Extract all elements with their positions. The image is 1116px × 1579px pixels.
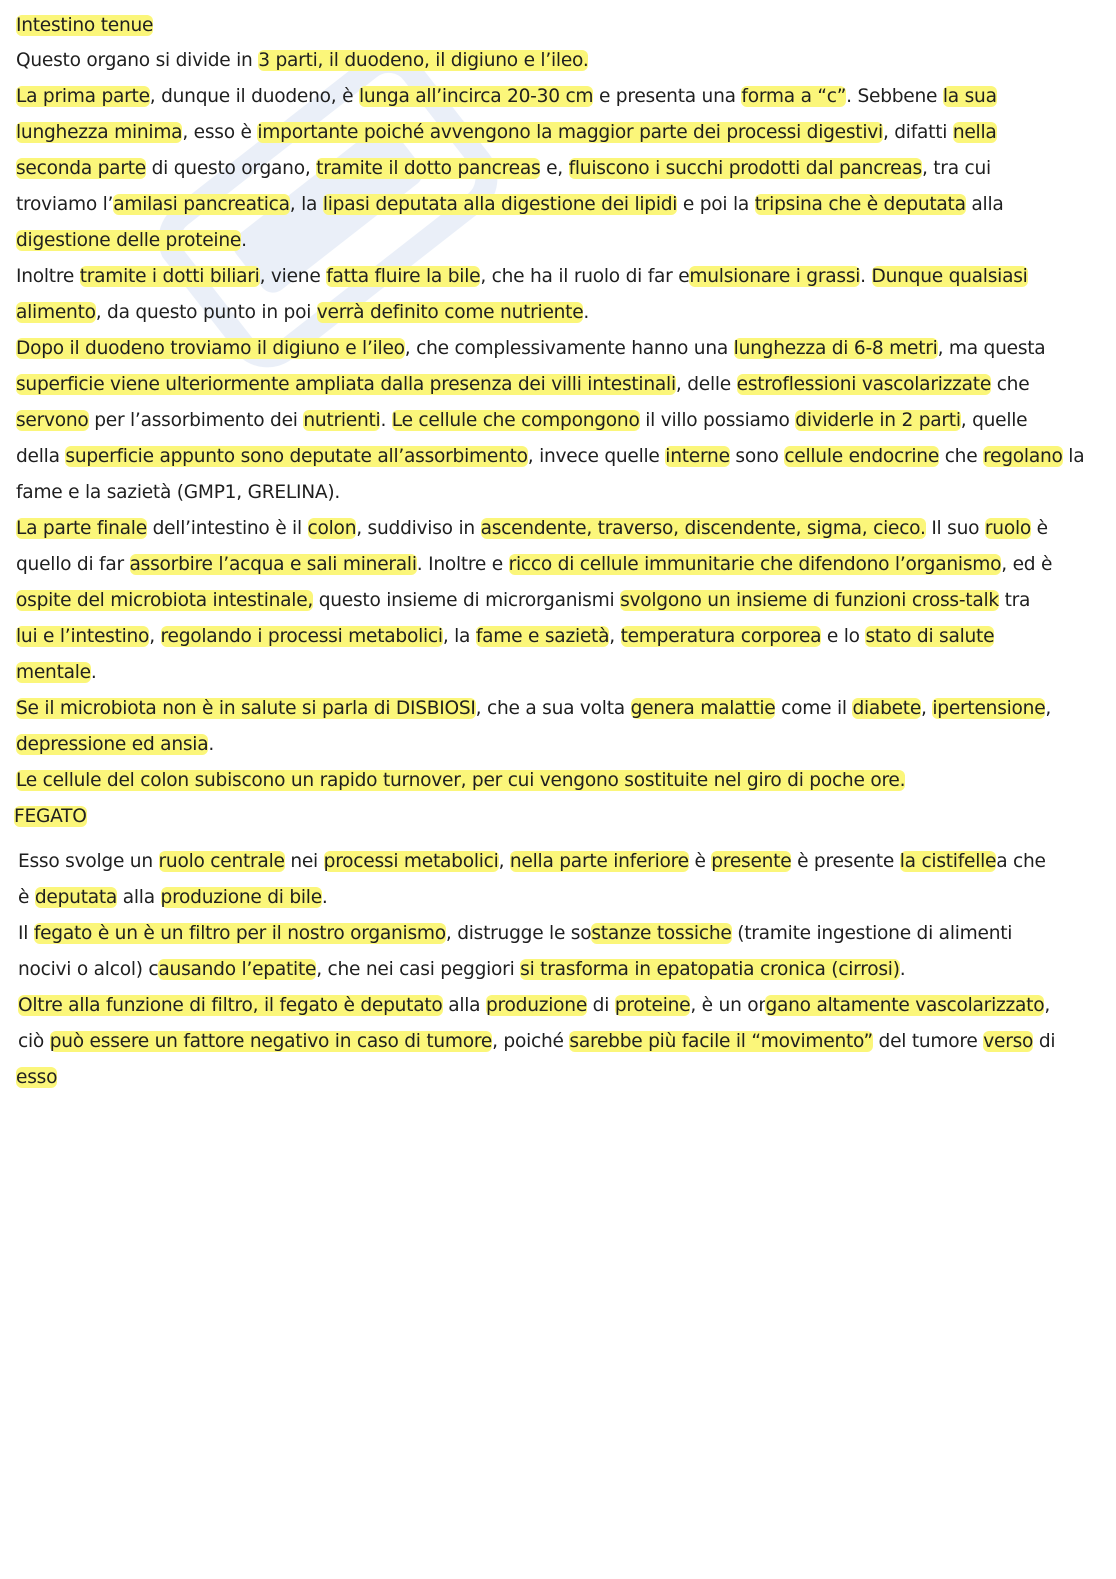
highlighted-text: Dunque qualsiasi [871, 266, 1028, 287]
text-segment: fame e la sazietà (GMP1, GRELINA). [16, 482, 341, 503]
text-segment: la [1062, 446, 1085, 467]
text-segment: , [498, 851, 510, 872]
text-line [18, 849, 1046, 875]
text-segment: , che a sua volta [475, 698, 631, 719]
highlighted-text: ausando l’epatite [158, 959, 317, 980]
highlighted-text: servono [16, 410, 89, 431]
highlighted-text: depressione ed ansia [16, 734, 209, 755]
text-segment: e lo [821, 626, 866, 647]
highlighted-text: nella parte inferiore [509, 851, 689, 872]
highlighted-text: seconda parte [16, 158, 146, 179]
text-segment: ciò [18, 1031, 50, 1052]
highlighted-text: regolando i processi metabolici [160, 626, 443, 647]
text-segment: tra [998, 590, 1031, 611]
highlighted-text: importante poiché avvengono la maggior parte dei processi digestivi [257, 122, 883, 143]
text-line [16, 696, 1051, 722]
text-line [16, 120, 997, 146]
text-segment: è presente [791, 851, 900, 872]
highlighted-text: Le cellule che compongono [391, 410, 640, 431]
highlighted-text: interne [665, 446, 730, 467]
text-segment: , viene [259, 266, 327, 287]
highlighted-text: FEGATO [14, 806, 87, 827]
text-line [16, 264, 1028, 290]
text-line [16, 48, 588, 74]
highlighted-text: produzione di bile [160, 887, 322, 908]
text-segment: Il [18, 923, 34, 944]
text-line [16, 300, 589, 326]
highlighted-text: nutrienti [303, 410, 381, 431]
text-segment: dell’intestino è il [146, 518, 308, 539]
highlighted-text: esso [16, 1067, 58, 1088]
text-segment: , ma questa [937, 338, 1046, 359]
text-segment: e poi la [677, 194, 755, 215]
highlighted-text: proteine [614, 995, 691, 1016]
text-segment: , [609, 626, 621, 647]
highlighted-text: lipasi deputata alla digestione dei lipidi [322, 194, 678, 215]
highlighted-text: fegato è un è un filtro per il nostro organismo [33, 923, 446, 944]
highlighted-text: sarebbe più facile il “movimento” [569, 1031, 873, 1052]
text-segment: , invece quelle [527, 446, 666, 467]
highlighted-text: lui e l’intestino [16, 626, 150, 647]
highlighted-text: ruolo [984, 518, 1031, 539]
highlighted-text: assorbire l’acqua e sali minerali [129, 554, 417, 575]
highlighted-text: mulsionare i grassi [689, 266, 861, 287]
highlighted-text: fluiscono i succhi prodotti dal pancreas [568, 158, 922, 179]
highlighted-text: 3 parti, il duodeno, il digiuno e l’ileo. [258, 50, 589, 71]
text-segment: Questo organo si divide in [16, 50, 259, 71]
text-segment: . [860, 266, 872, 287]
highlighted-text: digestione delle proteine [16, 230, 242, 251]
highlighted-text: diabete [852, 698, 922, 719]
highlighted-text: mentale [16, 662, 91, 683]
text-line [16, 336, 1045, 362]
text-segment: , quelle [960, 410, 1028, 431]
text-segment: Esso svolge un [18, 851, 159, 872]
highlighted-text: gano altamente vascolarizzato [765, 995, 1045, 1016]
text-line [16, 624, 994, 650]
highlighted-text: Se il microbiota non è in salute si parla di DISBIOSI [16, 698, 476, 719]
highlighted-text: La parte finale [16, 518, 147, 539]
highlighted-text: fame e sazietà [475, 626, 610, 647]
text-segment: sono [729, 446, 785, 467]
text-segment: di questo organo, [145, 158, 317, 179]
text-segment: alla [117, 887, 161, 908]
highlighted-text: Le cellule del colon subiscono un rapido turnover, per cui vengono sostituite nel giro di poche ore. [16, 770, 906, 791]
text-segment: a che [996, 851, 1046, 872]
highlighted-text: lunghezza di 6-8 metri [733, 338, 938, 359]
highlighted-text: svolgono un insieme di funzioni cross-talk [620, 590, 999, 611]
text-segment: , è un or [690, 995, 766, 1016]
text-segment: , da questo punto in poi [95, 302, 317, 323]
text-line [16, 192, 1004, 218]
highlighted-text: La prima parte [16, 86, 150, 107]
highlighted-text: alimento [16, 302, 96, 323]
text-line [18, 957, 905, 983]
text-segment: come il [775, 698, 853, 719]
highlighted-text: colon [307, 518, 357, 539]
text-segment: che [939, 446, 984, 467]
highlighted-text: ricco di cellule immunitarie che difendono l’organismo [508, 554, 1002, 575]
text-segment: quello di far [16, 554, 130, 575]
highlighted-text: regolano [983, 446, 1063, 467]
text-segment: il villo possiamo [639, 410, 796, 431]
text-segment: nei [284, 851, 324, 872]
highlighted-text: superficie appunto sono deputate all’assorbimento [65, 446, 528, 467]
highlighted-text: amilasi pancreatica [113, 194, 290, 215]
text-line [16, 660, 97, 686]
text-segment: , tra cui [921, 158, 991, 179]
highlighted-text: deputata [34, 887, 118, 908]
text-segment: per l’assorbimento dei [88, 410, 304, 431]
highlighted-text: presente [711, 851, 792, 872]
highlighted-text: dividerle in 2 parti [795, 410, 961, 431]
highlighted-text: la sua [942, 86, 997, 107]
text-segment: , la [289, 194, 323, 215]
text-segment: , [1045, 698, 1052, 719]
text-segment: , che complessivamente hanno una [404, 338, 734, 359]
highlighted-text: produzione [485, 995, 588, 1016]
text-segment: di [1033, 1031, 1056, 1052]
highlighted-text: Dopo il duodeno troviamo il digiuno e l’ileo [16, 338, 405, 359]
highlighted-text: forma a “c” [741, 86, 847, 107]
text-segment: del tumore [872, 1031, 984, 1052]
text-segment: è [18, 887, 35, 908]
highlighted-text: Oltre alla funzione di filtro, il fegato è deputato [18, 995, 443, 1016]
highlighted-text: estroflessioni vascolarizzate [736, 374, 992, 395]
text-segment: Inoltre [16, 266, 80, 287]
highlighted-text: nella [952, 122, 997, 143]
text-line [16, 552, 1052, 578]
text-line [16, 372, 1029, 398]
highlighted-text: può essere un fattore negativo in caso di tumore [49, 1031, 493, 1052]
text-segment: alla [442, 995, 486, 1016]
highlighted-text: tramite i dotti biliari [79, 266, 260, 287]
highlighted-text: si trasforma in epatopatia cronica (cirrosi) [520, 959, 900, 980]
text-segment: , che ha il ruolo di far e [480, 266, 690, 287]
text-line [16, 228, 247, 254]
text-line [16, 408, 1027, 434]
text-segment: di [587, 995, 615, 1016]
text-line [16, 588, 1030, 614]
text-line [16, 444, 1084, 470]
text-segment: . [899, 959, 906, 980]
text-segment: troviamo l’ [16, 194, 114, 215]
text-segment: è [688, 851, 712, 872]
text-segment: alla [965, 194, 1004, 215]
highlighted-text: tripsina che è deputata [754, 194, 966, 215]
text-line [16, 480, 340, 506]
text-segment: è [1031, 518, 1048, 539]
text-segment: , [1044, 995, 1050, 1016]
text-segment: , poiché [492, 1031, 570, 1052]
text-segment: , difatti [882, 122, 953, 143]
text-line [16, 84, 997, 110]
text-line [16, 156, 991, 182]
text-segment: . [583, 302, 590, 323]
highlighted-text: lunghezza minima [16, 122, 183, 143]
text-segment: , delle [675, 374, 737, 395]
highlighted-text: lunga all’incirca 20-30 cm [358, 86, 594, 107]
highlighted-text: tramite il dotto pancreas [316, 158, 541, 179]
text-line [18, 993, 1050, 1019]
text-segment: (tramite ingestione di alimenti [731, 923, 1013, 944]
highlighted-text: genera malattie [630, 698, 776, 719]
text-segment: , la [442, 626, 476, 647]
text-segment: , suddiviso in [356, 518, 481, 539]
text-segment: . [380, 410, 392, 431]
highlighted-text: stanze tossiche [591, 923, 732, 944]
text-line [16, 1065, 57, 1091]
text-segment: . [241, 230, 247, 251]
text-segment: , dunque il duodeno, è [149, 86, 359, 107]
highlighted-text: Intestino tenue [16, 15, 154, 36]
text-segment: , distrugge le so [445, 923, 592, 944]
text-segment: che [991, 374, 1030, 395]
highlighted-text: fatta fluire la bile [326, 266, 481, 287]
text-line [16, 732, 214, 758]
highlighted-text: verso [983, 1031, 1034, 1052]
text-line [16, 768, 905, 794]
text-segment: . [208, 734, 215, 755]
text-segment: . [90, 662, 97, 683]
text-segment: , ed è [1001, 554, 1053, 575]
text-line [18, 1029, 1055, 1055]
highlighted-text: ruolo centrale [158, 851, 285, 872]
highlighted-text: ospite del microbiota intestinale, [16, 590, 314, 611]
text-line [16, 516, 1048, 542]
highlighted-text: la cistifelle [899, 851, 997, 872]
text-segment: questo insieme di microrganismi [313, 590, 621, 611]
highlighted-text: superficie viene ulteriormente ampliata dalla presenza dei villi intestinali [16, 374, 676, 395]
text-segment: e presenta una [593, 86, 742, 107]
highlighted-text: temperatura corporea [620, 626, 822, 647]
text-segment: . [321, 887, 328, 908]
text-segment: . Inoltre e [416, 554, 509, 575]
text-segment: e, [540, 158, 569, 179]
highlighted-text: verrà definito come nutriente [316, 302, 584, 323]
text-segment: , che nei casi peggiori [316, 959, 521, 980]
highlighted-text: stato di salute [865, 626, 995, 647]
text-segment: della [16, 446, 66, 467]
text-segment: , [921, 698, 933, 719]
highlighted-text: cellule endocrine [784, 446, 940, 467]
heading-intestino-tenue [16, 13, 153, 39]
text-segment: , esso è [182, 122, 258, 143]
text-line [18, 885, 328, 911]
highlighted-text: ascendente, traverso, discendente, sigma, cieco. [480, 518, 926, 539]
heading-fegato [14, 804, 87, 830]
text-segment: nocivi o alcol) c [18, 959, 159, 980]
text-segment: Il suo [925, 518, 985, 539]
text-line [18, 921, 1012, 947]
text-segment: , [149, 626, 161, 647]
highlighted-text: ipertensione [932, 698, 1046, 719]
text-segment: . Sebbene [846, 86, 943, 107]
highlighted-text: processi metabolici [323, 851, 499, 872]
